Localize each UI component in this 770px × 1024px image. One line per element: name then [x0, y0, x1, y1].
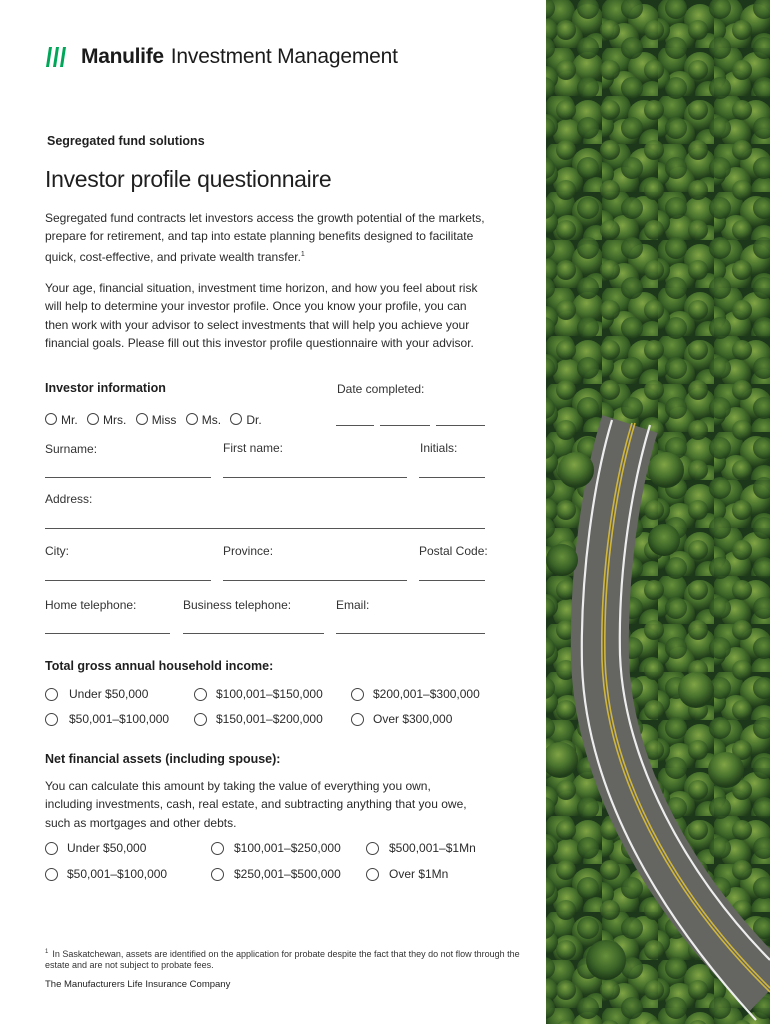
radio-icon[interactable] [45, 413, 57, 425]
radio-icon[interactable] [194, 713, 207, 726]
date-month-field[interactable] [380, 425, 430, 426]
radio-icon[interactable] [45, 688, 58, 701]
radio-icon[interactable] [230, 413, 242, 425]
income-heading: Total gross annual household income: [45, 659, 274, 673]
title-option-mr[interactable]: Mr. [45, 413, 78, 427]
footnote: $^1$ In Saskatchewan, assets are identified on the application for probate despite the fact that they do not flow through the estate and are not subject to probate fees. [45, 949, 520, 970]
radio-icon[interactable] [351, 688, 364, 701]
address-label: Address: [45, 492, 93, 506]
first-name-field[interactable] [223, 477, 407, 478]
date-day-field[interactable] [336, 425, 374, 426]
company-name: The Manufacturers Life Insurance Company [45, 979, 231, 990]
city-field[interactable] [45, 580, 211, 581]
email-label: Email: [336, 598, 370, 612]
radio-icon[interactable] [194, 688, 207, 701]
title-options [45, 413, 268, 427]
title-option-ms[interactable]: Ms. [186, 413, 221, 427]
postal-code-field[interactable] [419, 580, 485, 581]
logo-brand-name: Manulife [81, 45, 164, 68]
footnote-number: 1 [45, 949, 49, 955]
date-completed-label: Date completed: [337, 382, 425, 396]
email-field[interactable] [336, 633, 485, 634]
initials-field[interactable] [419, 477, 485, 478]
surname-field[interactable] [45, 477, 211, 478]
forest-road-photo [546, 0, 770, 1024]
postal-code-label: Postal Code: [419, 544, 488, 558]
first-name-label: First name: [223, 441, 284, 455]
radio-icon[interactable] [211, 868, 224, 881]
intro-paragraph-2: Your age, financial situation, investment time horizon, and how you feel about risk will help to determine your investor profile. Once you know your profile, you can then work with your advisor to select investments that will help you achieve your financial goals. Please fill out this investor profile questionnaire with your advisor. [45, 281, 478, 350]
province-field[interactable] [223, 580, 407, 581]
forest-road-image [546, 0, 770, 1024]
radio-icon[interactable] [186, 413, 198, 425]
eyebrow-label: Segregated fund solutions [47, 134, 205, 148]
initials-label: Initials: [420, 441, 458, 455]
home-telephone-label: Home telephone: [45, 598, 137, 612]
radio-icon[interactable] [45, 868, 58, 881]
footnote-ref: 1 [300, 250, 305, 258]
radio-icon[interactable] [45, 842, 58, 855]
investor-info-heading: Investor information [45, 381, 166, 395]
radio-icon[interactable] [366, 842, 379, 855]
intro-paragraph-1: Segregated fund contracts let investors access the growth potential of the markets, prepare for retirement, and tap into estate planning benefits designed to facilitate quick, cost-effective, and private wealth transfer.$^1$ [45, 211, 485, 264]
title-option-miss[interactable]: Miss [136, 413, 177, 427]
assets-heading: Net financial assets (including spouse): [45, 752, 281, 766]
business-telephone-field[interactable] [183, 633, 324, 634]
address-field[interactable] [45, 528, 485, 529]
radio-icon[interactable] [366, 868, 379, 881]
date-year-field[interactable] [436, 425, 485, 426]
home-telephone-field[interactable] [45, 633, 170, 634]
radio-icon[interactable] [45, 713, 58, 726]
manulife-logo [45, 45, 398, 69]
page-title: Investor profile questionnaire [45, 166, 332, 192]
logo-brand-suffix: Investment Management [170, 45, 398, 68]
radio-icon[interactable] [136, 413, 148, 425]
title-option-dr[interactable]: Dr. [230, 413, 261, 427]
province-label: Province: [223, 544, 274, 558]
city-label: City: [45, 544, 69, 558]
title-option-mrs[interactable]: Mrs. [87, 413, 126, 427]
document-page: Manulife Investment Management Segregated fund solutions Investor profile questionnaire Segregated fund contracts let investors access the growth potential of the markets, prepare for retirement, and tap into estate planning benefits designed to facilitate quick, cost-effective, and private wealth transfer.$^1$ Your age, financial situation, investment time horizon, and how you feel about risk will help to determine your investor profile. Once you know your profile, you can then work with your advisor to select investments that will help you achieve your financial goals. Please fill out this investor profile questionnaire with your advisor. Investor information Date completed: Mr. Mrs. Miss Ms. Dr. Surname: First name: Initials: Address: City: Province: Postal Code: Home telephone: Business telephone: Email: Total gross annual household income: Under $50,000 $100,001–$150,000 $200,001–$300,000 $50,001–$100,000 $150,001–$200,000 Over $300,000 Net financial assets (including spouse): You can calculate this amount by taking the value of everything you own, including investments, cash, real estate, and subtracting anything that you owe, such as mortgages and other debts. Under $50,000 $100,001–$250,000 $500,001–$1Mn $50,001–$100,000 $250,001–$500,000 Over $1Mn $^1$ In Saskatchewan, assets are identified on the application for probate despite the fact that they do not flow through the estate and are not subject to probate fees. The Manufacturers Life Insurance Company [0, 0, 546, 1024]
assets-description: You can calculate this amount by taking the value of everything you own, including investments, cash, real estate, and subtracting anything that you owe, such as mortgages and other debts. [45, 779, 467, 830]
surname-label: Surname: [45, 442, 98, 456]
manulife-mark-icon [45, 46, 67, 68]
business-telephone-label: Business telephone: [183, 598, 292, 612]
radio-icon[interactable] [351, 713, 364, 726]
radio-icon[interactable] [211, 842, 224, 855]
radio-icon[interactable] [87, 413, 99, 425]
